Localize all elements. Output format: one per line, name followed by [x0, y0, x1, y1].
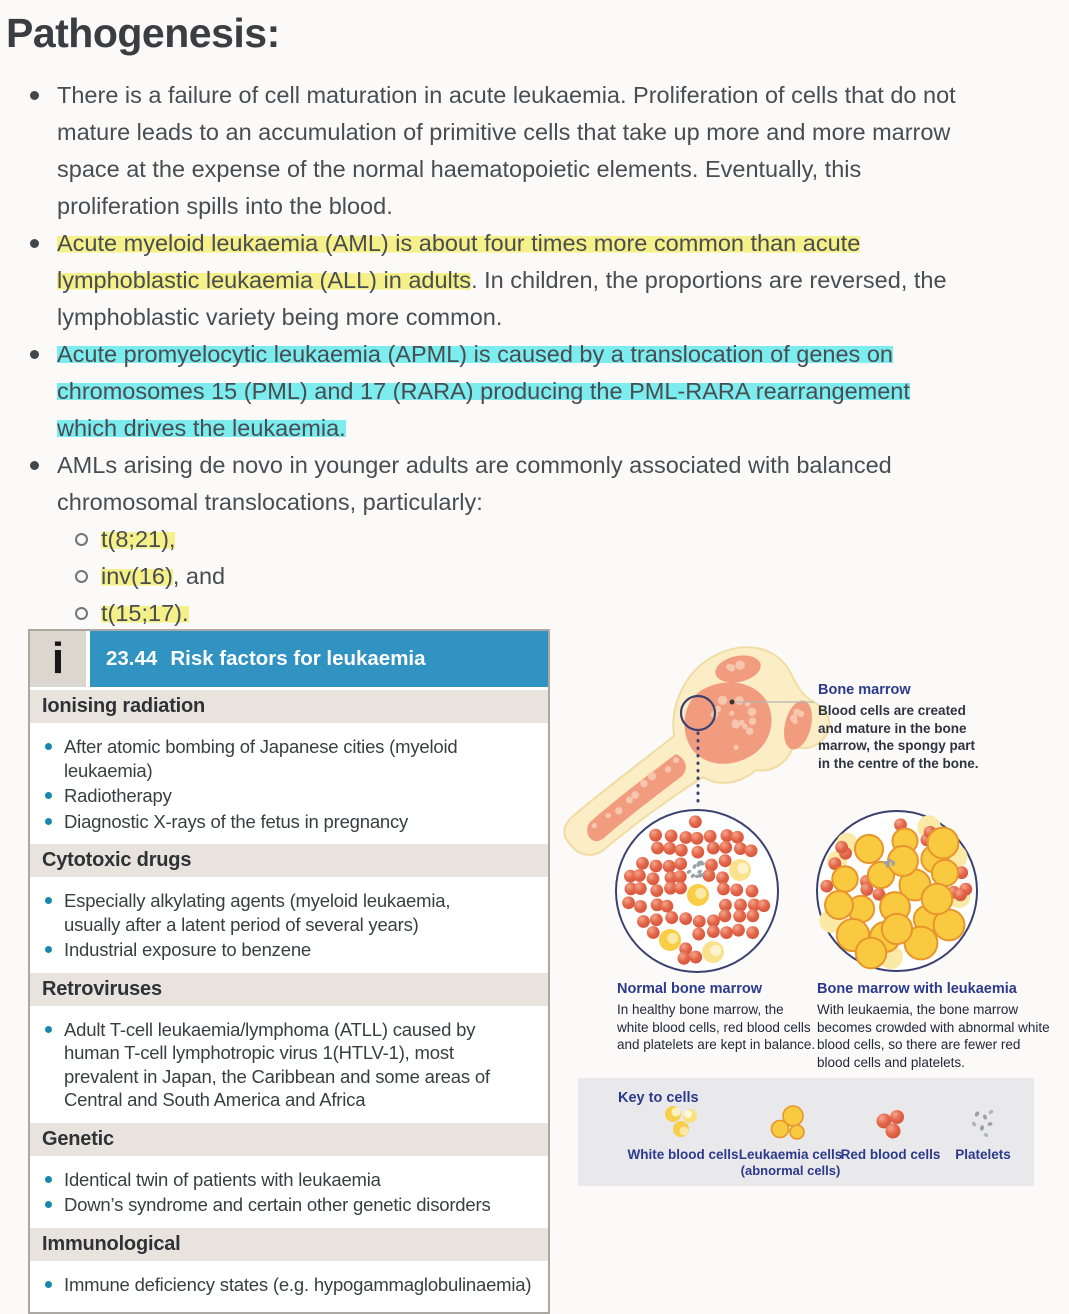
key-red-blood-cells	[833, 1104, 948, 1163]
key-label: Red blood cells	[840, 1147, 941, 1162]
section-header: Ionising radiation	[30, 690, 548, 726]
bullet-text	[57, 447, 960, 632]
annotation-title: Bone marrow	[818, 682, 911, 698]
bullet-icon	[30, 91, 39, 100]
bullet-text	[57, 336, 960, 447]
infobox-header	[30, 631, 548, 687]
document-page	[0, 10, 1069, 1295]
list-item	[20, 225, 960, 336]
bullet-icon	[45, 1026, 52, 1033]
infobox-title: Risk factors for leukaemia	[170, 647, 426, 670]
section-items	[30, 880, 548, 970]
caption-title: Normal bone marrow	[617, 981, 763, 997]
key-platelets	[933, 1104, 1033, 1163]
infobox-title-bar	[90, 631, 548, 687]
key-white-blood-cells	[623, 1104, 743, 1163]
caption-text: In healthy bone marrow, the white blood cells, red blood cells and platelets are kept in balance.	[617, 1002, 816, 1052]
leukaemia-cells-icon	[768, 1104, 814, 1144]
list-item	[42, 1168, 538, 1192]
translocation-sublist	[75, 521, 960, 632]
highlighted-text-yellow: inv(16)	[101, 563, 173, 589]
list-item	[42, 735, 538, 782]
highlighted-text-yellow: Acute myeloid leukaemia (AML) is about four times more common than acute lymphoblastic leukaemia (ALL) in adults	[57, 230, 861, 293]
section-items	[30, 726, 548, 841]
list-item	[42, 1018, 538, 1112]
bullet-icon	[45, 946, 52, 953]
highlighted-text-yellow: t(8;21),	[101, 526, 176, 552]
bullet-icon	[45, 897, 52, 904]
red-blood-cells-icon	[868, 1104, 914, 1144]
hollow-bullet-icon	[75, 607, 88, 620]
list-item	[42, 810, 538, 834]
annotation-text: Blood cells are created and mature in the bone marrow, the spongy part in the centre of the bone.	[818, 703, 979, 771]
section-header: Genetic	[30, 1123, 548, 1159]
bullet-icon	[30, 239, 39, 248]
bullet-icon	[30, 350, 39, 359]
key-sublabel: (abnormal cells)	[740, 1163, 841, 1178]
section-items	[30, 1264, 548, 1305]
plain-text: AMLs arising de novo in younger adults are commonly associated with balanced chromosomal translocations, particularly:	[57, 452, 892, 515]
item-text: Immune deficiency states (e.g. hypogammaglobulinaemia)	[64, 1273, 532, 1295]
list-item	[75, 558, 960, 595]
item-text: Industrial exposure to benzene	[64, 939, 312, 960]
plain-text: . In children, the proportions are reversed, the lymphoblastic variety being more common.	[57, 267, 947, 330]
bullet-icon	[45, 743, 52, 750]
list-item	[20, 336, 960, 447]
normal-marrow-caption	[617, 980, 817, 1054]
key-title: Key to cells	[618, 1090, 699, 1106]
key-leukaemia-cells	[733, 1104, 848, 1178]
item-text: Identical twin of patients with leukaemia	[64, 1168, 381, 1190]
bone-marrow-annotation	[818, 681, 990, 772]
bullet-icon	[45, 1201, 52, 1208]
plain-text: , and	[172, 563, 226, 589]
bone-marrow-figure	[560, 628, 1069, 1218]
bullet-text	[101, 595, 189, 632]
list-item	[42, 938, 538, 962]
bullet-text	[101, 558, 225, 595]
pathogenesis-list	[0, 77, 960, 632]
section-header: Immunological	[30, 1228, 548, 1264]
item-text: Especially alkylating agents (myeloid leukaemia, usually after a latent period of several years)	[64, 890, 451, 935]
item-text: After atomic bombing of Japanese cities (myeloid leukaemia)	[64, 736, 458, 781]
list-item	[75, 595, 960, 632]
item-text: Down’s syndrome and certain other genetic disorders	[64, 1194, 491, 1215]
risk-factors-infobox	[28, 629, 550, 1314]
key-to-cells-panel	[578, 1078, 1034, 1186]
key-label: Platelets	[955, 1147, 1011, 1162]
bullet-icon	[45, 818, 52, 825]
infobox-number: 23.44	[106, 647, 158, 670]
caption-text: With leukaemia, the bone marrow becomes crowded with abnormal white blood cells, so there are fewer red blood cells and platelets.	[817, 1002, 1050, 1070]
page-title: Pathogenesis:	[6, 10, 280, 56]
section-header: Cytotoxic drugs	[30, 844, 548, 880]
bullet-icon	[45, 792, 52, 799]
key-label: Leukaemia cells	[738, 1147, 843, 1162]
item-text: Diagnostic X-rays of the fetus in pregnancy	[64, 810, 409, 832]
bone-marrow-illustration	[560, 628, 1069, 978]
bullet-text	[101, 521, 175, 558]
leukaemia-marrow-caption	[817, 980, 1057, 1071]
list-item	[42, 1273, 538, 1297]
bullet-text: There is a failure of cell maturation in acute leukaemia. Proliferation of cells that do not mature leads to an accumulation of primitive cells that take up more and more marrow space at the expense of the normal haematopoietic elements. Eventually, this proliferation spills into the blood.	[57, 82, 956, 219]
key-label: White blood cells	[627, 1147, 739, 1162]
bullet-icon	[45, 1176, 52, 1183]
white-blood-cells-icon	[660, 1104, 706, 1144]
info-icon: i	[30, 631, 86, 687]
list-item	[75, 521, 960, 558]
platelets-icon	[960, 1104, 1006, 1144]
list-item	[42, 784, 538, 808]
item-text: Adult T-cell leukaemia/lymphoma (ATLL) caused by human T-cell lymphotropic virus 1(HTLV-1), most prevalent in Japan, the Caribbean and some areas of Central and South America and Africa	[64, 1018, 490, 1110]
list-item	[42, 1193, 538, 1217]
bullet-text	[57, 225, 960, 336]
section-items	[30, 1009, 548, 1120]
item-text: Radiotherapy	[64, 785, 172, 806]
section-items	[30, 1159, 548, 1225]
section-header: Retroviruses	[30, 973, 548, 1009]
list-item	[20, 77, 960, 225]
caption-title: Bone marrow with leukaemia	[817, 981, 1017, 997]
bullet-icon	[30, 461, 39, 470]
highlighted-text-yellow: t(15;17).	[101, 600, 189, 626]
hollow-bullet-icon	[75, 533, 88, 546]
bullet-icon	[45, 1281, 52, 1288]
hollow-bullet-icon	[75, 570, 88, 583]
highlighted-text-cyan: Acute promyelocytic leukaemia (APML) is caused by a translocation of genes on chromosomes 15 (PML) and 17 (RARA) producing the PML-RARA rearrangement which drives the leukaemia.	[57, 341, 910, 441]
list-item	[20, 447, 960, 632]
list-item	[42, 889, 538, 936]
